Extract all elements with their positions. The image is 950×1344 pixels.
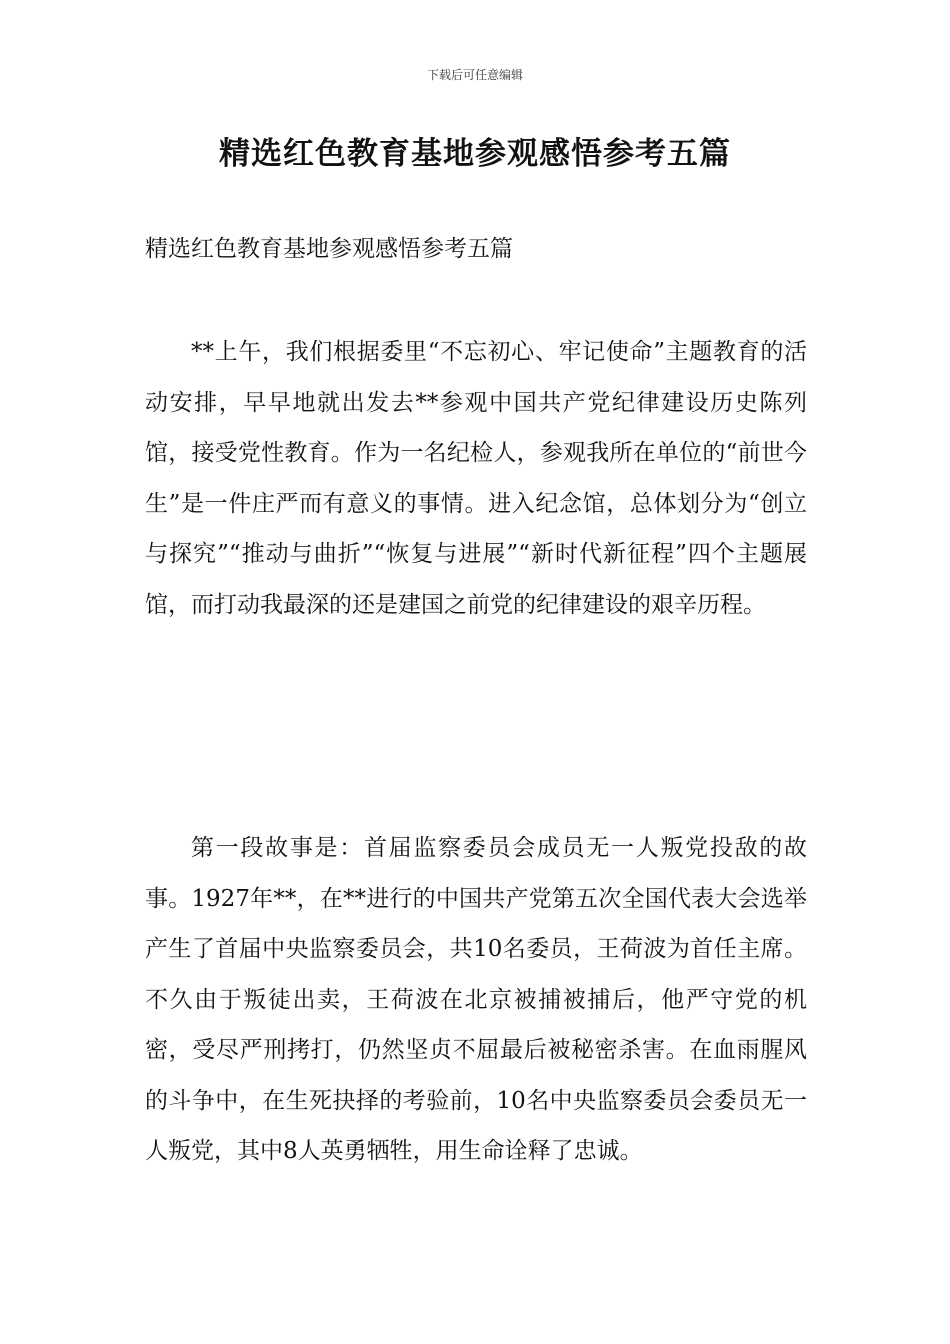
document-title: 精选红色教育基地参观感悟参考五篇: [219, 136, 731, 172]
header-note: 下载后可任意编辑: [426, 68, 523, 82]
document-subtitle: 精选红色教育基地参观感悟参考五篇: [145, 236, 513, 262]
body-paragraph-1: **上午，我们根据委里“不忘初心、牢记使命”主题教育的活动安排，早早地就出发去**参观中国共产党纪律建设历史陈列馆，接受党性教育。作为一名纪检人，参观我所在单位的“前世今生”是一件庄严而有意义的事情。进入纪念馆，总体划分为“创立与探究”“推动与曲折”“恢复与进展”“新时代新征程”四个主题展馆，而打动我最深的还是建国之前党的纪律建设的艰辛历程。: [145, 339, 807, 618]
body-paragraph-2: 第一段故事是：首届监察委员会成员无一人叛党投敌的故事。1927年**，在**进行的中国共产党第五次全国代表大会选举产生了首届中央监察委员会，共10名委员，王荷波为首任主席。不久由于叛徒出卖，王荷波在北京被捕被捕后，他严守党的机密，受尽严刑拷打，仍然坚贞不屈最后被秘密杀害。在血雨腥风的斗争中，在生死抉择的考验前，10名中央监察委员会委员无一人叛党，其中8人英勇牺牲，用生命诠释了忠诚。: [145, 835, 807, 1164]
